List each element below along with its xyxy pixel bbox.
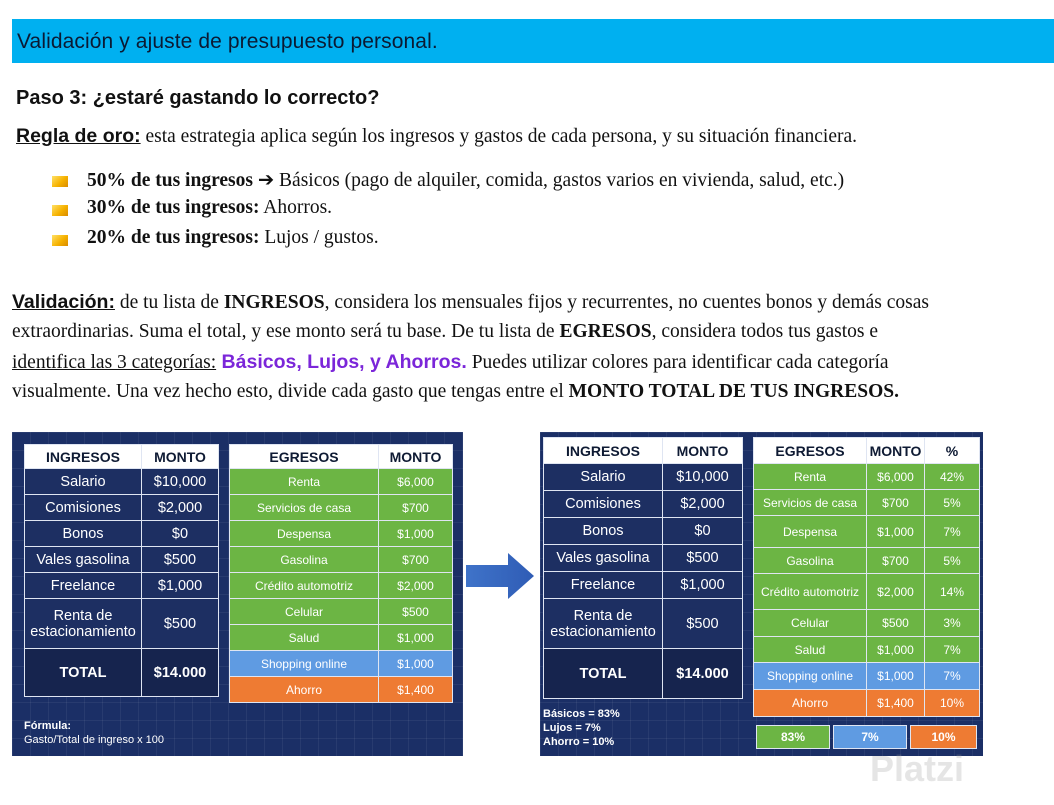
bullet-text: Básicos (pago de alquiler, comida, gastos varios en vivienda, salud, etc.) — [279, 170, 845, 191]
category-totals — [753, 725, 980, 749]
expense-pct: 3% — [925, 610, 980, 637]
validation-ingresos: INGRESOS — [223, 292, 325, 313]
bullet-square-icon — [52, 176, 68, 187]
expense-amount: $1,000 — [867, 516, 925, 548]
validation-categories-label: identifica las 3 categorías: — [12, 352, 217, 373]
income-amount: $2,000 — [142, 495, 219, 521]
income-name: Comisiones — [544, 491, 663, 518]
parking-line1: Renta de — [573, 607, 633, 624]
bullet-square-icon — [52, 205, 68, 216]
income-amount: $500 — [142, 547, 219, 573]
parking-line2: estacionamiento — [30, 623, 136, 640]
expense-amount: $1,000 — [867, 637, 925, 663]
expense-amount: $1,000 — [867, 663, 925, 690]
income-name: Vales gasolina — [25, 547, 142, 573]
budget-panel-left — [12, 432, 463, 756]
watermark-logo: Platzi — [870, 748, 965, 789]
bullet-bold: 50% de tus ingresos — [87, 170, 253, 191]
budget-panel-right — [540, 432, 983, 756]
expense-table-left — [229, 444, 453, 703]
validation-total-ingresos: MONTO TOTAL DE TUS INGRESOS. — [568, 381, 899, 402]
expense-name: Gasolina — [230, 547, 379, 573]
expense-name: Shopping online — [230, 651, 379, 677]
income-name: Freelance — [25, 573, 142, 599]
summary-ahorro: Ahorro = 10% — [543, 736, 615, 748]
expense-pct: 7% — [925, 663, 980, 690]
expense-amount: $6,000 — [379, 469, 453, 495]
arrow-icon: ➔ — [252, 170, 280, 191]
expense-amount: $500 — [379, 599, 453, 625]
header-bar — [12, 19, 1054, 63]
amount-header: MONTO — [663, 438, 743, 464]
income-header: INGRESOS — [25, 445, 142, 469]
income-name: Bonos — [544, 518, 663, 545]
income-name: Vales gasolina — [544, 545, 663, 572]
income-name — [25, 599, 142, 649]
expense-amount: $6,000 — [867, 464, 925, 490]
expense-name: Renta — [754, 464, 867, 490]
income-amount: $10,000 — [663, 464, 743, 491]
income-amount: $1,000 — [663, 572, 743, 599]
expense-amount: $1,400 — [867, 690, 925, 717]
total-ahorro: 10% — [910, 725, 977, 749]
amount-header: MONTO — [142, 445, 219, 469]
validation-text: de tu lista de — [114, 292, 224, 313]
income-amount: $500 — [142, 599, 219, 649]
expense-pct: 10% — [925, 690, 980, 717]
income-name — [544, 599, 663, 649]
validation-line-4 — [12, 377, 899, 407]
bullet-text: Ahorros. — [259, 197, 333, 218]
expense-amount: $700 — [379, 547, 453, 573]
total-basicos: 83% — [756, 725, 830, 749]
validation-label: Validación: — [12, 291, 115, 313]
right-arrow-icon — [466, 553, 534, 599]
expense-name: Celular — [754, 610, 867, 637]
expense-name: Salud — [230, 625, 379, 651]
total-lujos: 7% — [833, 725, 907, 749]
income-name: Bonos — [25, 521, 142, 547]
expense-amount: $1,000 — [379, 521, 453, 547]
expense-amount: $500 — [867, 610, 925, 637]
validation-text: Puedes utilizar colores para identificar cada categoría — [466, 352, 889, 373]
summary-lujos: Lujos = 7% — [543, 722, 601, 734]
expense-name: Crédito automotriz — [754, 574, 867, 610]
bullet-text: Lujos / gustos. — [259, 227, 379, 248]
bullet-bold: 20% de tus ingresos: — [87, 227, 260, 248]
expense-name: Celular — [230, 599, 379, 625]
income-table-right — [543, 437, 743, 699]
expense-name: Ahorro — [230, 677, 379, 703]
expense-pct: 14% — [925, 574, 980, 610]
parking-line2: estacionamiento — [550, 623, 656, 640]
expense-amount: $1,400 — [379, 677, 453, 703]
income-amount: $500 — [663, 599, 743, 649]
validation-text: visualmente. Una vez hecho esto, divide cada gasto que tengas entre el — [12, 381, 569, 402]
golden-rule-label: Regla de oro: — [16, 125, 141, 147]
expense-pct: 7% — [925, 516, 980, 548]
expense-name: Salud — [754, 637, 867, 663]
expense-name: Despensa — [230, 521, 379, 547]
validation-line-1 — [12, 287, 929, 318]
total-amount: $14.000 — [142, 649, 219, 697]
expense-pct: 5% — [925, 490, 980, 516]
expense-table-right — [753, 437, 980, 717]
bullet-bold: 30% de tus ingresos: — [87, 197, 260, 218]
income-name: Comisiones — [25, 495, 142, 521]
expense-name: Servicios de casa — [754, 490, 867, 516]
income-amount: $0 — [142, 521, 219, 547]
formula-label: Fórmula: — [24, 720, 72, 732]
expense-header: EGRESOS — [230, 445, 379, 469]
step-title: Paso 3: ¿estaré gastando lo correcto? — [16, 87, 380, 109]
validation-text: extraordinarias. Suma el total, y ese monto será tu base. De tu lista de — [12, 321, 560, 342]
income-name: Salario — [25, 469, 142, 495]
expense-amount: $700 — [379, 495, 453, 521]
expense-amount: $1,000 — [379, 651, 453, 677]
income-name: Freelance — [544, 572, 663, 599]
expense-name: Despensa — [754, 516, 867, 548]
expense-amount: $2,000 — [379, 573, 453, 599]
expense-amount: $700 — [867, 548, 925, 574]
formula-text: Gasto/Total de ingreso x 100 — [24, 734, 165, 746]
expense-name: Shopping online — [754, 663, 867, 690]
income-amount: $2,000 — [663, 491, 743, 518]
expense-name: Ahorro — [754, 690, 867, 717]
amount-header: MONTO — [867, 438, 925, 464]
income-amount: $10,000 — [142, 469, 219, 495]
expense-name: Gasolina — [754, 548, 867, 574]
validation-text: , considera todos tus gastos e — [651, 321, 878, 342]
total-label: TOTAL — [25, 649, 142, 697]
expense-amount: $700 — [867, 490, 925, 516]
page-title: Validación y ajuste de presupuesto personal. — [17, 30, 438, 53]
income-amount: $500 — [663, 545, 743, 572]
income-header: INGRESOS — [544, 438, 663, 464]
income-name: Salario — [544, 464, 663, 491]
validation-egresos: EGRESOS — [559, 321, 652, 342]
income-table-left — [24, 444, 219, 697]
expense-pct: 42% — [925, 464, 980, 490]
income-amount: $0 — [663, 518, 743, 545]
amount-header: MONTO — [379, 445, 453, 469]
total-amount: $14.000 — [663, 649, 743, 699]
expense-name: Crédito automotriz — [230, 573, 379, 599]
validation-line-3 — [12, 347, 889, 378]
validation-text: , considera los mensuales fijos y recurrentes, no cuentes bonos y demás cosas — [324, 292, 929, 313]
expense-header: EGRESOS — [754, 438, 867, 464]
expense-name: Servicios de casa — [230, 495, 379, 521]
income-amount: $1,000 — [142, 573, 219, 599]
pct-header: % — [925, 438, 980, 464]
parking-line1: Renta de — [53, 607, 113, 624]
golden-rule-text: esta estrategia aplica según los ingresos y gastos de cada persona, y su situación financiera. — [140, 126, 857, 147]
expense-amount: $1,000 — [379, 625, 453, 651]
expense-name: Renta — [230, 469, 379, 495]
expense-amount: $2,000 — [867, 574, 925, 610]
validation-categories: Básicos, Lujos, y Ahorros. — [216, 351, 467, 373]
golden-rule — [16, 121, 857, 152]
summary-basicos: Básicos = 83% — [543, 708, 620, 720]
expense-pct: 5% — [925, 548, 980, 574]
bullet-square-icon — [52, 235, 68, 246]
validation-line-2 — [12, 317, 878, 347]
total-label: TOTAL — [544, 649, 663, 699]
expense-pct: 7% — [925, 637, 980, 663]
